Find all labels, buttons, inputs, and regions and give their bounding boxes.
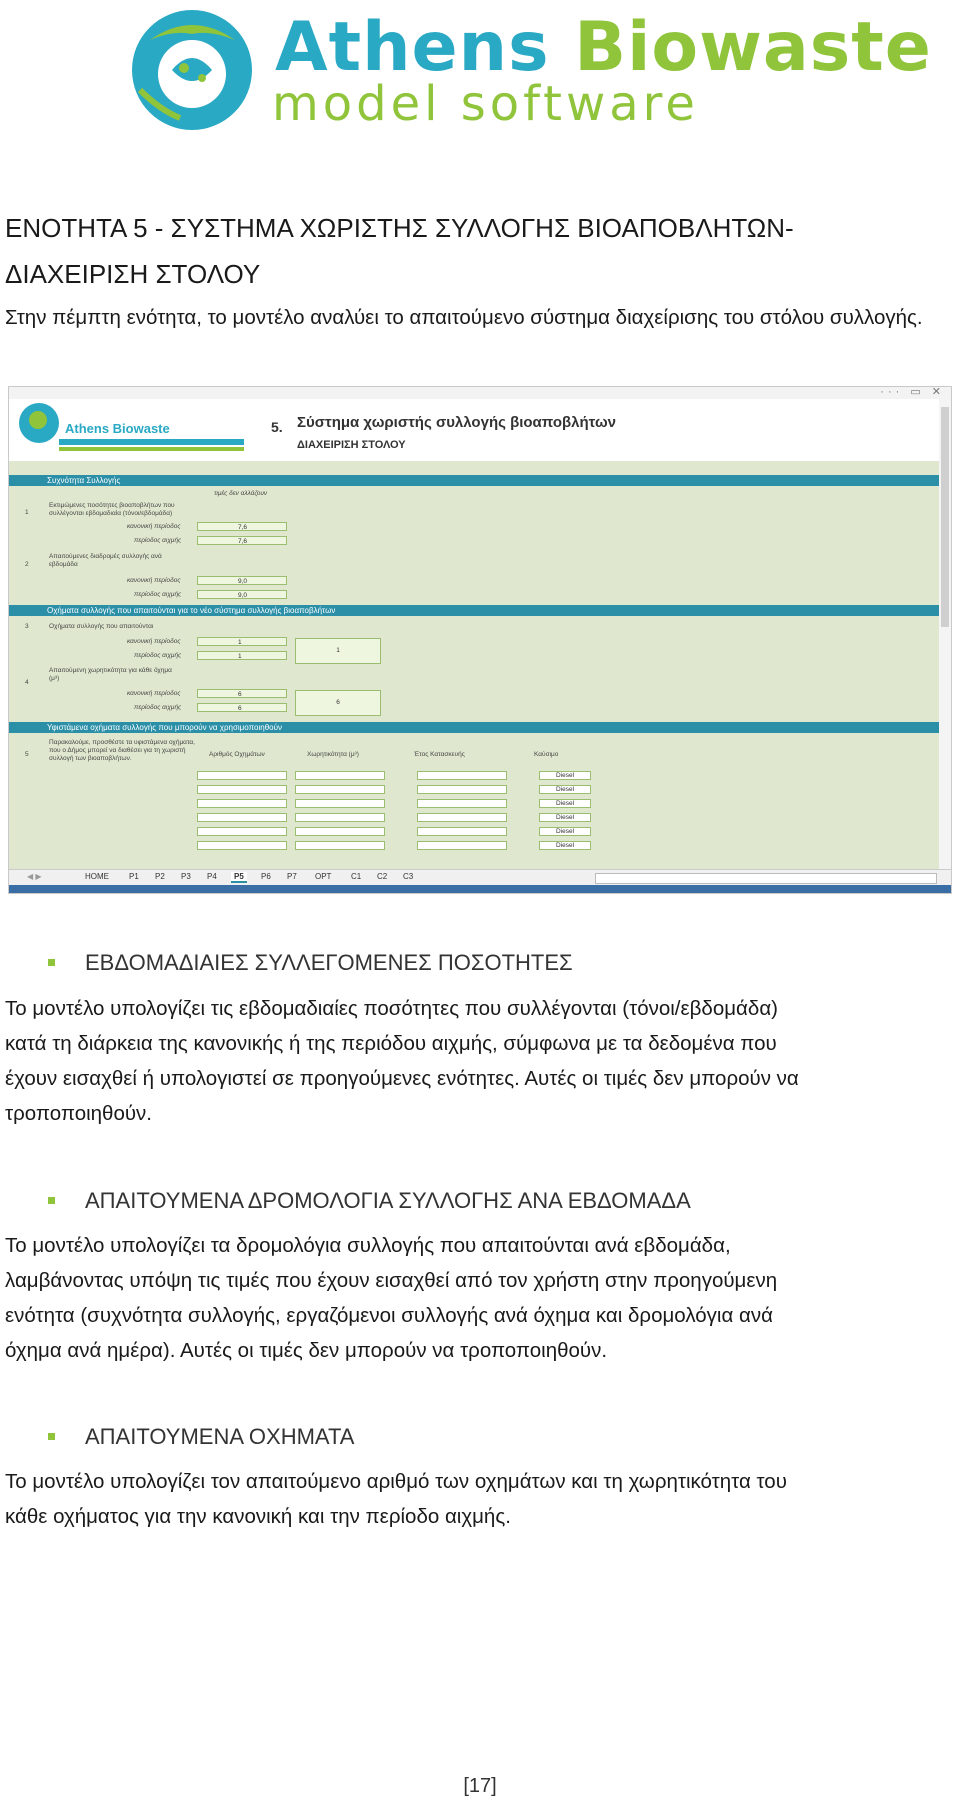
sheet-tabs-bar (9, 869, 951, 886)
taskbar (9, 885, 951, 893)
sheet-tab[interactable]: P7 (287, 872, 297, 881)
horizontal-scrollbar[interactable] (595, 873, 937, 884)
sheet-band-vehicles: Οχήματα συλλογής που απαιτούνται για το νέο σύστημα συλλογής βιοαποβλήτων (9, 605, 939, 616)
sheet-subtitle: ΔΙΑΧΕΙΡΙΣΗ ΣΤΟΛΟΥ (297, 439, 406, 451)
sheet-brand: Athens Biowaste (65, 421, 170, 436)
section-2-paragraph: Το μοντέλο υπολογίζει τα δρομολόγια συλλογής που απαιτούνται ανά εβδομάδα, λαμβάνοντας υπόψη τις τιμές που έχουν εισαχθεί από τον χρήστη στην προηγούμενη ενότητα (συχνότητα συλλογής, εργαζόμενοι συλλογής ανά όχημα και δρομολόγια ανά όχημα ανά ημέρα). Αυτές οι τιμές δεν μπορούν να τροποποιηθούν. (5, 1234, 778, 1362)
logo-tagline: model software (272, 76, 699, 132)
intro-paragraph: Στην πέμπτη ενότητα, το μοντέλο αναλύει το απαιτούμενο σύστημα διαχείρισης του στόλου συλλογής. (5, 306, 923, 329)
sheet-cell[interactable]: 1 (197, 637, 287, 646)
sheet-band-existing: Υφιστάμενα οχήματα συλλογής που μπορούν να χρησιμοποιηθούν (9, 722, 939, 733)
sheet-tab[interactable]: HOME (85, 872, 109, 881)
fuel-cell[interactable]: Diesel (539, 799, 591, 808)
athens-biowaste-logo (120, 0, 932, 135)
sheet-tab[interactable]: C1 (351, 872, 362, 881)
scrollbar-thumb[interactable] (941, 407, 949, 627)
sheet-cell[interactable]: 9,0 (197, 576, 287, 585)
fuel-cell[interactable]: Diesel (539, 841, 591, 850)
sheet-tab[interactable]: C3 (403, 872, 414, 881)
fuel-cell[interactable]: Diesel (539, 771, 591, 780)
fuel-cell[interactable]: Diesel (539, 827, 591, 836)
sheet-tab[interactable]: P4 (207, 872, 217, 881)
spreadsheet-screenshot: ··· ▭ ✕ Athens Biowaste 5. Σύστημα χωριστής συλλογής βιοαποβλήτων ΔΙΑΧΕΙΡΙΣΗ ΣΤΟΛΟΥ Συχνότητα Συλλογής τιμές δεν αλλάζουν 1 Εκτιμώμενες ποσότητες βιοαποβλήτων που συλλέγονται εβδομαδιαία (τόνοι/εβδομάδα) κανονική περίοδος 7,6 περίοδος αιχμής 7,6 2 Απαιτούμενες διαδρομές συλλογής ανά εβδομάδα κανονική περίοδος 9,0 περίοδος αιχμής 9,0 Οχήματα συλλογής που απαιτούνται για το νέο σύστημα συλλογής βιοαποβλήτων 3 Οχήματα συλλογής που απαιτούνται κανονική περίοδος 1 περίοδος αιχμής 1 1 4 Απαιτούμενη χωρητικότητα για κάθε όχημα (μ³) κανονική περίοδος 6 περίοδος αιχμής 6 6 Υφιστάμενα οχήματα συλλογής που μπορούν να χρησιμοποιηθούν 5 Παρακαλούμε, προσθέστε τα υφιστάμενα οχήματα, που ο Δήμος μπορεί να διαθέσει για τη χωριστή συλλογή των βιοαποβλήτων. Αριθμός Οχημάτων Χωρητικότητα (μ³) Έτος Κατασκευής Καύσιμο Diesel Diesel Diesel Diesel Diesel Diesel ◀ ▶ HOME P1 P2 P3 P4 P5 P6 P7 OPT C1 C2 C3 (8, 386, 952, 894)
fuel-cell[interactable]: Diesel (539, 813, 591, 822)
bullet-square-icon (48, 1433, 55, 1440)
sheet-cell[interactable]: 6 (197, 703, 287, 712)
section-heading: ΕΝΟΤΗΤΑ 5 - ΣΥΣΤΗΜΑ ΧΩΡΙΣΤΗΣ ΣΥΛΛΟΓΗΣ ΒΙΟΑΠΟΒΛΗΤΩΝ- ΔΙΑΧΕΙΡΙΣΗ ΣΤΟΛΟΥ (5, 213, 794, 289)
sheet-tab[interactable]: P6 (261, 872, 271, 881)
logo-title: Athens Biowaste (275, 8, 932, 87)
sheet-cell[interactable]: 7,6 (197, 522, 287, 531)
sheet-title: Σύστημα χωριστής συλλογής βιοαποβλήτων (297, 414, 616, 431)
sheet-header (9, 399, 939, 461)
sheet-cell[interactable]: 6 (197, 689, 287, 698)
section-1-paragraph: Το μοντέλο υπολογίζει τις εβδομαδιαίες ποσότητες που συλλέγονται (τόνοι/εβδομάδα) κατά τη διάρκεια της κανονικής ή της περιόδου αιχμής, σύμφωνα με τα δεδομένα που έχουν εισαχθεί ή υπολογιστεί σε προηγούμενες ενότητες. Αυτές οι τιμές δεν μπορούν να τροποποιηθούν. (5, 997, 799, 1125)
sheet-tab[interactable]: C2 (377, 872, 388, 881)
sheet-tab[interactable]: OPT (315, 872, 332, 881)
sheet-cell[interactable]: 1 (295, 638, 381, 664)
sheet-cell[interactable]: 1 (197, 651, 287, 660)
sheet-cell[interactable]: 6 (295, 690, 381, 716)
bullet-square-icon (48, 1197, 55, 1204)
sheet-section-number: 5. (271, 419, 283, 435)
logo-emblem-icon (120, 0, 270, 135)
tab-prev-icon[interactable]: ◀ ▶ (27, 872, 42, 881)
section-3-title: ΑΠΑΙΤΟΥΜΕΝΑ ΟΧΗΜΑΤΑ (48, 1424, 354, 1450)
section-3-paragraph: Το μοντέλο υπολογίζει τον απαιτούμενο αριθμό των οχημάτων και τη χωρητικότητα του κάθε οχήματος για την κανονική και την περίοδο αιχμής. (5, 1470, 787, 1528)
window-controls[interactable]: ··· ▭ ✕ (880, 386, 945, 398)
section-1-title: ΕΒΔΟΜΑΔΙΑΙΕΣ ΣΥΛΛΕΓΟΜΕΝΕΣ ΠΟΣΟΤΗΤΕΣ (48, 950, 573, 976)
page-number: [17] (463, 1775, 497, 1797)
sheet-cell[interactable]: 9,0 (197, 590, 287, 599)
sheet-tab[interactable]: P3 (181, 872, 191, 881)
section-2-title: ΑΠΑΙΤΟΥΜΕΝΑ ΔΡΟΜΟΛΟΓΙΑ ΣΥΛΛΟΓΗΣ ΑΝΑ ΕΒΔΟΜΑΔΑ (48, 1188, 691, 1214)
sheet-tab[interactable]: P1 (129, 872, 139, 881)
bullet-square-icon (48, 959, 55, 966)
fuel-cell[interactable]: Diesel (539, 785, 591, 794)
sheet-tab-active[interactable]: P5 (231, 872, 247, 883)
sheet-cell[interactable]: 7,6 (197, 536, 287, 545)
sheet-band-frequency: Συχνότητα Συλλογής (9, 475, 939, 486)
sheet-tab[interactable]: P2 (155, 872, 165, 881)
window-titlebar (9, 387, 951, 399)
